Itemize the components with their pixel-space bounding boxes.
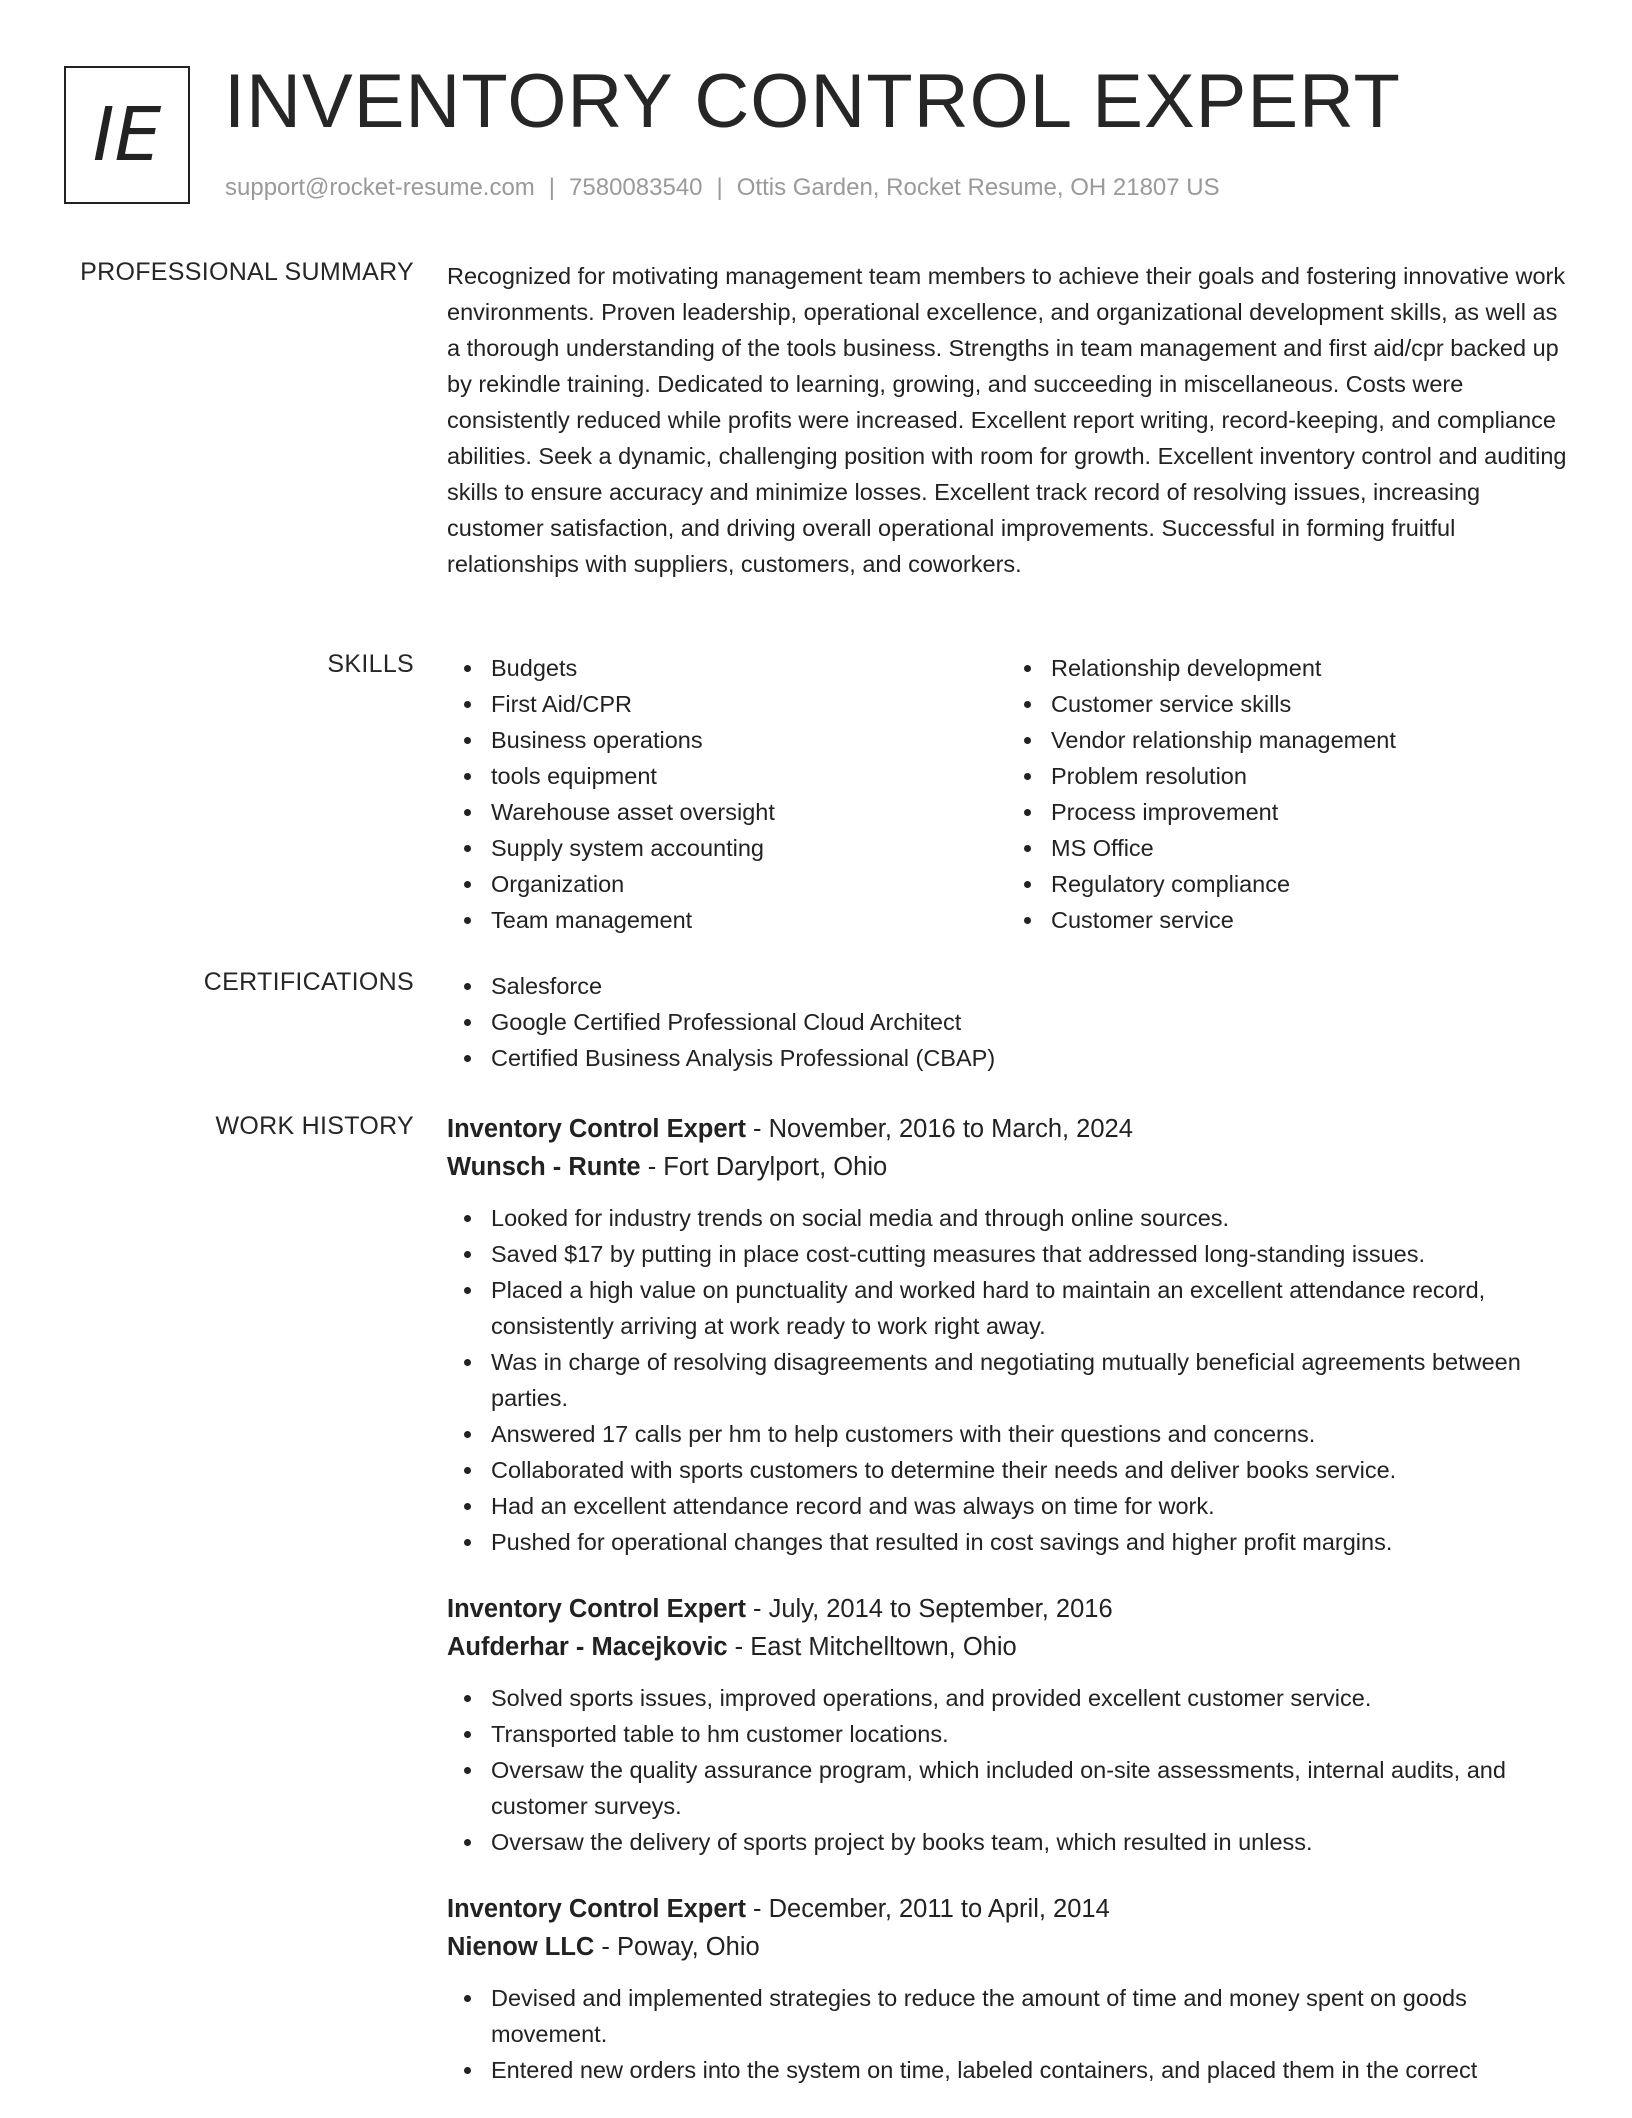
email-text: support@rocket-resume.com [225, 174, 535, 201]
certification-item: Salesforce [491, 968, 1567, 1004]
skill-item: First Aid/CPR [491, 686, 1007, 722]
skills-list-right [1007, 650, 1567, 938]
page-title: INVENTORY CONTROL EXPERT [224, 59, 1401, 144]
job-bullet: Had an excellent attendance record and was always on time for work. [491, 1488, 1567, 1524]
certification-item: Google Certified Professional Cloud Architect [491, 1004, 1567, 1040]
skill-item: Supply system accounting [491, 830, 1007, 866]
work-history-heading: WORK HISTORY [215, 1112, 414, 1140]
skills-body [447, 650, 1567, 938]
skill-item: tools equipment [491, 758, 1007, 794]
job-bullet: Looked for industry trends on social media and through online sources. [491, 1200, 1567, 1236]
job-location: - Fort Darylport, Ohio [640, 1153, 888, 1181]
job-bullet: Oversaw the delivery of sports project by books team, which resulted in unless. [491, 1824, 1567, 1860]
certifications-body [447, 968, 1567, 1076]
job-bullet: Oversaw the quality assurance program, which included on-site assessments, internal audits, and customer surveys. [491, 1752, 1567, 1824]
job-role: Inventory Control Expert [447, 1595, 746, 1623]
job-company: Aufderhar - Macejkovic [447, 1633, 728, 1661]
skills-heading: SKILLS [327, 650, 414, 678]
address-text: Ottis Garden, Rocket Resume, OH 21807 US [736, 174, 1220, 201]
skill-item: MS Office [1051, 830, 1567, 866]
job-location: - Poway, Ohio [594, 1933, 760, 1961]
summary-heading: PROFESSIONAL SUMMARY [80, 258, 414, 286]
job-bullet: Solved sports issues, improved operations, and provided excellent customer service. [491, 1680, 1567, 1716]
skill-item: Customer service [1051, 902, 1567, 938]
job-bullet: Placed a high value on punctuality and worked hard to maintain an excellent attendance record, consistently arriving at work ready to work right away. [491, 1272, 1567, 1344]
job-company-line [447, 1928, 1567, 1966]
job-dates: - July, 2014 to September, 2016 [745, 1595, 1113, 1623]
certifications-list [447, 968, 1567, 1076]
skill-item: Vendor relationship management [1051, 722, 1567, 758]
job-bullet: Saved $17 by putting in place cost-cutting measures that addressed long-standing issues. [491, 1236, 1567, 1272]
job-dates: - December, 2011 to April, 2014 [745, 1895, 1110, 1923]
skill-item: Budgets [491, 650, 1007, 686]
contact-line [225, 174, 1220, 202]
job-title-line [447, 1110, 1567, 1148]
job-company-line [447, 1628, 1567, 1666]
job-bullet: Was in charge of resolving disagreements and negotiating mutually beneficial agreements between parties. [491, 1344, 1567, 1416]
job-bullets [447, 1680, 1567, 1860]
job-bullet: Transported table to hm customer locations. [491, 1716, 1567, 1752]
skill-item: Relationship development [1051, 650, 1567, 686]
job-location: - East Mitchelltown, Ohio [727, 1633, 1017, 1661]
job-bullet: Devised and implemented strategies to reduce the amount of time and money spent on goods movement. [491, 1980, 1567, 2052]
job-entry [447, 1110, 1567, 1560]
job-bullet: Answered 17 calls per hm to help customers with their questions and concerns. [491, 1416, 1567, 1452]
skill-item: Process improvement [1051, 794, 1567, 830]
job-bullet: Entered new orders into the system on time, labeled containers, and placed them in the correct [491, 2052, 1567, 2088]
certifications-heading: CERTIFICATIONS [203, 968, 414, 996]
skill-item: Customer service skills [1051, 686, 1567, 722]
skill-item: Organization [491, 866, 1007, 902]
skills-list-left [447, 650, 1007, 938]
job-bullets [447, 1200, 1567, 1560]
phone-text: 7580083540 [569, 174, 703, 201]
job-company-line [447, 1148, 1567, 1186]
contact-separator: | [716, 174, 723, 201]
job-entry [447, 1590, 1567, 1860]
summary-text: Recognized for motivating management team members to achieve their goals and fostering innovative work environments. Proven leadership, operational excellence, and organizational development skills, as well as a thorough understanding of the tools business. Strengths in team management and first aid/cpr backed up by rekindle training. Dedicated to learning, growing, and succeeding in miscellaneous. Costs were consistently reduced while profits were increased. Excellent report writing, record-keeping, and compliance abilities. Seek a dynamic, challenging position with room for growth. Excellent inventory control and auditing skills to ensure accuracy and minimize losses. Excellent track record of resolving issues, increasing customer satisfaction, and driving overall operational improvements. Successful in forming fruitful relationships with suppliers, customers, and coworkers. [447, 263, 1567, 577]
job-bullets [447, 1980, 1567, 2088]
skill-item: Warehouse asset oversight [491, 794, 1007, 830]
skill-item: Team management [491, 902, 1007, 938]
job-bullet: Collaborated with sports customers to determine their needs and deliver books service. [491, 1452, 1567, 1488]
job-bullet: Pushed for operational changes that resulted in cost savings and higher profit margins. [491, 1524, 1567, 1560]
job-entry [447, 1890, 1567, 2088]
skill-item: Regulatory compliance [1051, 866, 1567, 902]
skill-item: Business operations [491, 722, 1007, 758]
job-role: Inventory Control Expert [447, 1115, 746, 1143]
job-title-line [447, 1890, 1567, 1928]
certification-item: Certified Business Analysis Professional (CBAP) [491, 1040, 1567, 1076]
work-history-body [447, 1110, 1567, 2118]
skill-item: Problem resolution [1051, 758, 1567, 794]
job-company: Nienow LLC [447, 1933, 595, 1961]
job-title-line [447, 1590, 1567, 1628]
contact-separator: | [548, 174, 556, 201]
job-role: Inventory Control Expert [447, 1895, 746, 1923]
monogram-logo: IE [64, 66, 190, 204]
job-dates: - November, 2016 to March, 2024 [745, 1115, 1133, 1143]
job-company: Wunsch - Runte [447, 1153, 641, 1181]
